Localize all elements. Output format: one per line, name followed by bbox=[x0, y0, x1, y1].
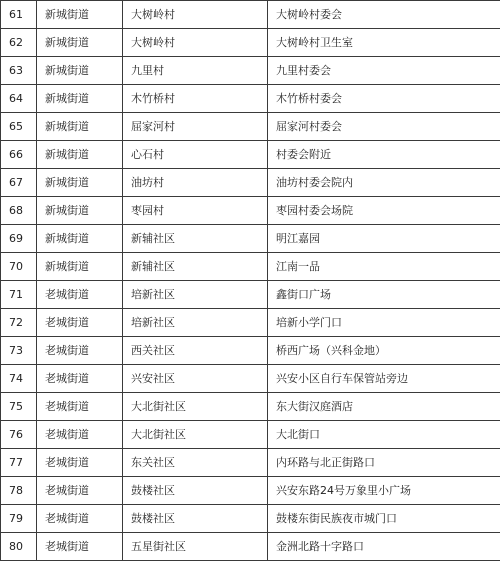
location-cell: 兴安东路24号万象里小广场 bbox=[268, 477, 500, 505]
community-cell: 鼓楼社区 bbox=[123, 477, 268, 505]
community-cell: 新辅社区 bbox=[123, 225, 268, 253]
row-number-cell: 80 bbox=[1, 533, 37, 561]
row-number-cell: 77 bbox=[1, 449, 37, 477]
street-cell: 新城街道 bbox=[37, 1, 123, 29]
row-number-cell: 70 bbox=[1, 253, 37, 281]
community-cell: 鼓楼社区 bbox=[123, 505, 268, 533]
street-cell: 新城街道 bbox=[37, 29, 123, 57]
row-number-cell: 72 bbox=[1, 309, 37, 337]
street-cell: 老城街道 bbox=[37, 421, 123, 449]
location-cell: 村委会附近 bbox=[268, 141, 500, 169]
table-row bbox=[1, 533, 500, 561]
community-cell: 培新社区 bbox=[123, 309, 268, 337]
community-cell: 枣园村 bbox=[123, 197, 268, 225]
table-row bbox=[1, 225, 500, 253]
community-cell: 大树岭村 bbox=[123, 1, 268, 29]
street-cell: 老城街道 bbox=[37, 505, 123, 533]
street-cell: 老城街道 bbox=[37, 533, 123, 561]
location-cell: 木竹桥村委会 bbox=[268, 85, 500, 113]
location-cell: 培新小学门口 bbox=[268, 309, 500, 337]
location-cell: 大树岭村卫生室 bbox=[268, 29, 500, 57]
table-row bbox=[1, 393, 500, 421]
street-cell: 新城街道 bbox=[37, 85, 123, 113]
location-cell: 鑫街口广场 bbox=[268, 281, 500, 309]
community-cell: 西关社区 bbox=[123, 337, 268, 365]
street-cell: 新城街道 bbox=[37, 57, 123, 85]
community-cell: 屈家河村 bbox=[123, 113, 268, 141]
row-number-cell: 74 bbox=[1, 365, 37, 393]
table-row bbox=[1, 477, 500, 505]
street-cell: 老城街道 bbox=[37, 365, 123, 393]
community-cell: 新辅社区 bbox=[123, 253, 268, 281]
row-number-cell: 78 bbox=[1, 477, 37, 505]
table-row bbox=[1, 1, 500, 29]
location-cell: 鼓楼东街民族夜市城门口 bbox=[268, 505, 500, 533]
table-row bbox=[1, 253, 500, 281]
street-cell: 老城街道 bbox=[37, 309, 123, 337]
row-number-cell: 67 bbox=[1, 169, 37, 197]
street-cell: 新城街道 bbox=[37, 141, 123, 169]
location-cell: 屈家河村委会 bbox=[268, 113, 500, 141]
table-row bbox=[1, 337, 500, 365]
table-row bbox=[1, 281, 500, 309]
row-number-cell: 62 bbox=[1, 29, 37, 57]
row-number-cell: 71 bbox=[1, 281, 37, 309]
street-cell: 老城街道 bbox=[37, 393, 123, 421]
community-cell: 大北街社区 bbox=[123, 393, 268, 421]
row-number-cell: 75 bbox=[1, 393, 37, 421]
location-cell: 大树岭村委会 bbox=[268, 1, 500, 29]
table-body bbox=[1, 1, 500, 561]
row-number-cell: 76 bbox=[1, 421, 37, 449]
street-cell: 老城街道 bbox=[37, 337, 123, 365]
location-cell: 金洲北路十字路口 bbox=[268, 533, 500, 561]
table-row bbox=[1, 57, 500, 85]
row-number-cell: 65 bbox=[1, 113, 37, 141]
location-cell: 明江嘉园 bbox=[268, 225, 500, 253]
row-number-cell: 68 bbox=[1, 197, 37, 225]
street-cell: 老城街道 bbox=[37, 449, 123, 477]
table-row bbox=[1, 85, 500, 113]
location-cell: 大北街口 bbox=[268, 421, 500, 449]
community-cell: 东关社区 bbox=[123, 449, 268, 477]
community-cell: 大北街社区 bbox=[123, 421, 268, 449]
street-cell: 新城街道 bbox=[37, 225, 123, 253]
location-cell: 兴安小区自行车保管站旁边 bbox=[268, 365, 500, 393]
table-row bbox=[1, 141, 500, 169]
street-cell: 新城街道 bbox=[37, 169, 123, 197]
row-number-cell: 79 bbox=[1, 505, 37, 533]
location-cell: 江南一品 bbox=[268, 253, 500, 281]
table-row bbox=[1, 29, 500, 57]
location-cell: 东大街汉庭酒店 bbox=[268, 393, 500, 421]
community-cell: 油坊村 bbox=[123, 169, 268, 197]
table-row bbox=[1, 113, 500, 141]
table-row bbox=[1, 421, 500, 449]
community-cell: 九里村 bbox=[123, 57, 268, 85]
row-number-cell: 64 bbox=[1, 85, 37, 113]
location-cell: 油坊村委会院内 bbox=[268, 169, 500, 197]
table-row bbox=[1, 169, 500, 197]
table-row bbox=[1, 505, 500, 533]
row-number-cell: 73 bbox=[1, 337, 37, 365]
street-cell: 新城街道 bbox=[37, 113, 123, 141]
street-cell: 新城街道 bbox=[37, 253, 123, 281]
street-cell: 老城街道 bbox=[37, 281, 123, 309]
row-number-cell: 69 bbox=[1, 225, 37, 253]
location-cell: 内环路与北正街路口 bbox=[268, 449, 500, 477]
table-row bbox=[1, 197, 500, 225]
street-cell: 老城街道 bbox=[37, 477, 123, 505]
location-cell: 九里村委会 bbox=[268, 57, 500, 85]
community-cell: 兴安社区 bbox=[123, 365, 268, 393]
row-number-cell: 66 bbox=[1, 141, 37, 169]
table-row bbox=[1, 449, 500, 477]
community-cell: 五星街社区 bbox=[123, 533, 268, 561]
community-cell: 大树岭村 bbox=[123, 29, 268, 57]
row-number-cell: 63 bbox=[1, 57, 37, 85]
community-cell: 培新社区 bbox=[123, 281, 268, 309]
location-cell: 桥西广场（兴科金地） bbox=[268, 337, 500, 365]
community-cell: 心石村 bbox=[123, 141, 268, 169]
row-number-cell: 61 bbox=[1, 1, 37, 29]
street-cell: 新城街道 bbox=[37, 197, 123, 225]
community-cell: 木竹桥村 bbox=[123, 85, 268, 113]
table-row bbox=[1, 365, 500, 393]
location-cell: 枣园村委会场院 bbox=[268, 197, 500, 225]
table-row bbox=[1, 309, 500, 337]
